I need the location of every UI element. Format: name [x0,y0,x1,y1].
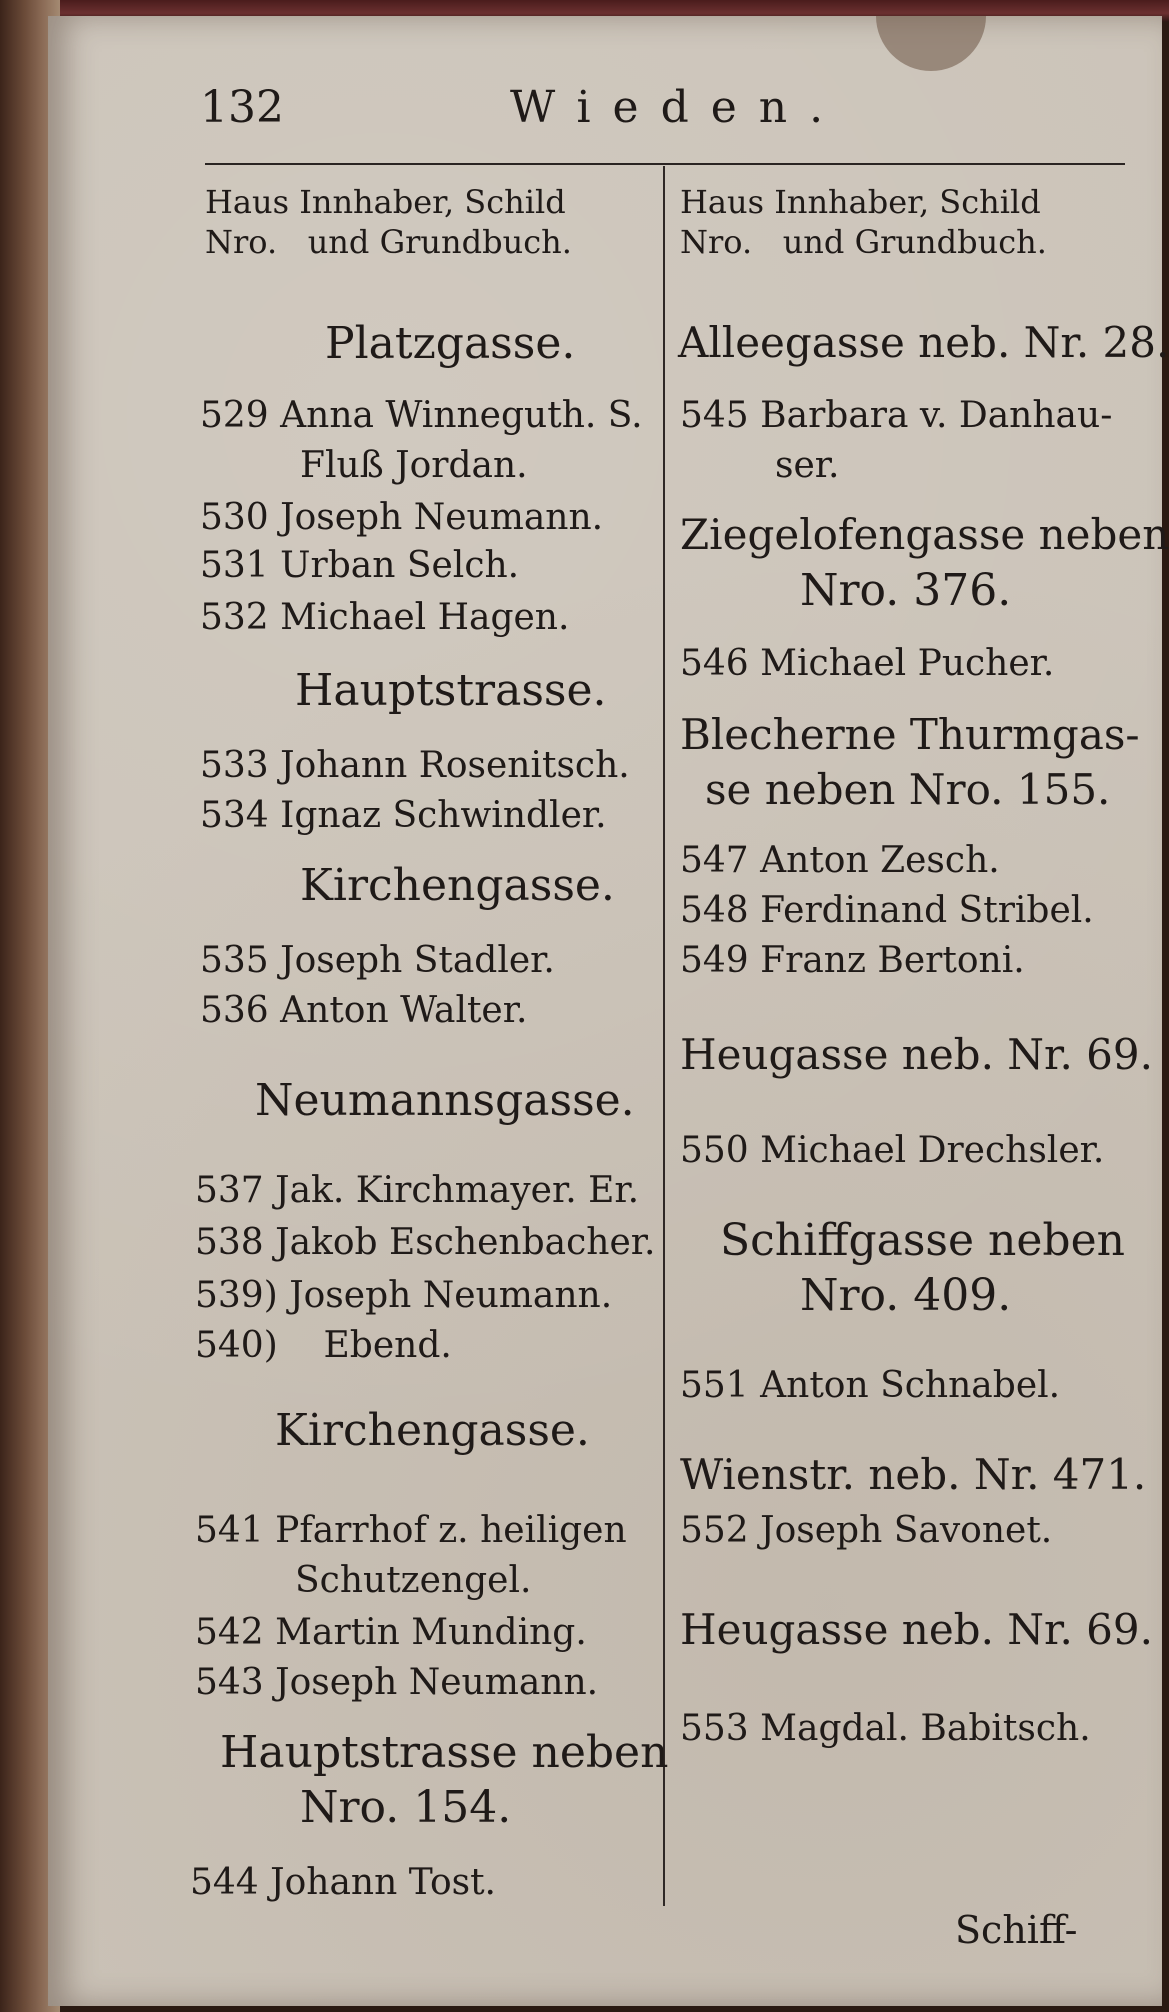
street-heading-continued: Nro. 376. [800,565,1012,616]
header-rule-right [675,163,1125,165]
entry-539: 539) Joseph Neumann. [195,1275,613,1316]
entry-550: 550 Michael Drechsler. [680,1130,1105,1171]
entry-544: 544 Johann Tost. [190,1862,496,1903]
street-heading: Blecherne Thurmgas- [680,710,1140,759]
entry-548: 548 Ferdinand Stribel. [680,890,1094,931]
entry-546: 546 Michael Pucher. [680,643,1055,684]
page-title: Wieden. [510,82,846,133]
street-heading-continued: Nro. 154. [300,1782,512,1833]
street-heading: Hauptstrasse neben [220,1727,669,1778]
entry-529: 529 Anna Winneguth. S. [200,395,643,436]
street-heading: Neumannsgasse. [255,1075,635,1126]
entry-552: 552 Joseph Savonet. [680,1510,1053,1551]
column-header-line1: Haus Innhaber, Schild [680,183,1041,221]
column-header-line2: Nro. und Grundbuch. [205,223,572,261]
entry-540: 540) Ebend. [195,1325,452,1366]
entry-534: 534 Ignaz Schwindler. [200,795,607,836]
column-divider [663,166,665,1906]
entry-531: 531 Urban Selch. [200,545,520,586]
column-header-left [205,182,572,262]
entry-532: 532 Michael Hagen. [200,597,570,638]
entry-529-continued: Fluß Jordan. [300,445,528,486]
street-heading: Heugasse neb. Nr. 69. [680,1605,1153,1654]
entry-538: 538 Jakob Eschenbacher. [195,1222,656,1263]
street-heading-continued: Nro. 409. [800,1270,1012,1321]
column-header-line1: Haus Innhaber, Schild [205,183,566,221]
column-header-line2: Nro. und Grundbuch. [680,223,1047,261]
entry-535: 535 Joseph Stadler. [200,940,555,981]
street-heading-continued: se neben Nro. 155. [705,765,1111,814]
entry-537: 537 Jak. Kirchmayer. Er. [195,1170,640,1211]
street-heading: Kirchengasse. [300,860,615,911]
street-heading: Schiffgasse neben [720,1215,1125,1266]
street-heading: Hauptstrasse. [295,665,607,716]
entry-547: 547 Anton Zesch. [680,840,1000,881]
entry-545-continued: ser. [775,445,840,486]
entry-553: 553 Magdal. Babitsch. [680,1708,1091,1749]
entry-551: 551 Anton Schnabel. [680,1365,1061,1406]
entry-533: 533 Johann Rosenitsch. [200,745,630,786]
entry-545: 545 Barbara v. Danhau- [680,395,1113,436]
entry-530: 530 Joseph Neumann. [200,497,604,538]
street-heading: Kirchengasse. [275,1405,590,1456]
entry-542: 542 Martin Munding. [195,1612,587,1653]
column-header-right [680,182,1047,262]
entry-543: 543 Joseph Neumann. [195,1662,599,1703]
catchword: Schiff- [955,1908,1078,1952]
entry-541-continued: Schutzengel. [295,1560,532,1601]
entry-536: 536 Anton Walter. [200,990,528,1031]
page-number: 132 [200,82,284,133]
street-heading: Heugasse neb. Nr. 69. [680,1030,1153,1079]
street-heading: Platzgasse. [325,318,576,369]
entry-549: 549 Franz Bertoni. [680,940,1025,981]
entry-541: 541 Pfarrhof z. heiligen [195,1510,627,1551]
street-heading: Alleegasse neb. Nr. 28. [678,318,1169,367]
street-heading: Wienstr. neb. Nr. 471. [680,1450,1147,1499]
street-heading: Ziegelofengasse neben [680,510,1169,559]
